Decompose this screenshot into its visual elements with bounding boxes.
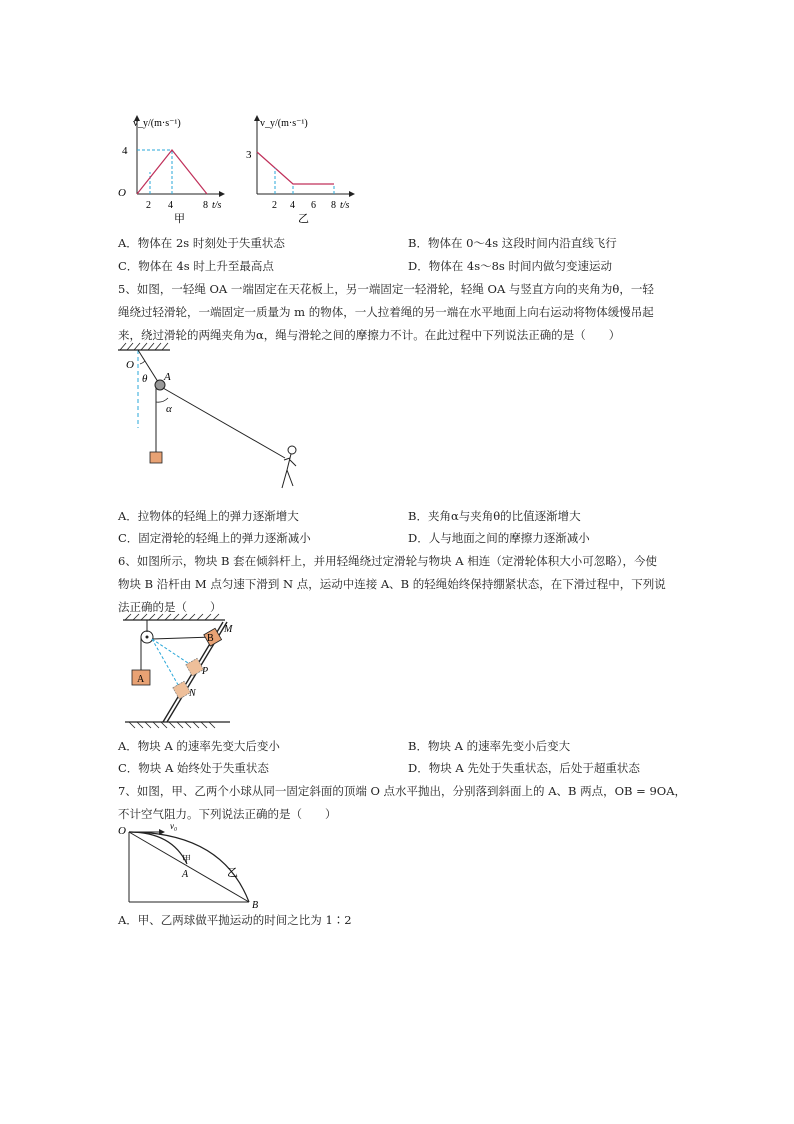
- q7-stem-line1: 7、如图，甲、乙两个小球从同一固定斜面的顶端 O 点水平抛出，分别落到斜面上的 A、B 两点，OB = 9OA，: [118, 784, 686, 798]
- q5-stem-line2: 绳绕过轻滑轮，一端固定一质量为 m 的物体，一人拉着绳的另一端在水平地面上向右运动将物体缓慢吊起: [118, 305, 654, 319]
- q7-slope-figure: [112, 820, 272, 912]
- jia-ylabel: v_y/(m·s⁻¹): [133, 118, 181, 129]
- q6-rod-figure: [115, 612, 245, 730]
- q4-option-a[interactable]: A．物体在 2s 时刻处于失重状态: [118, 236, 285, 250]
- jia-xtick-4: 4: [168, 200, 173, 211]
- yi-xtick-2: 2: [272, 200, 277, 211]
- mass-block-icon: [150, 452, 162, 463]
- q5-option-c[interactable]: C．固定滑轮的轻绳上的弹力逐渐减小: [118, 531, 311, 545]
- q6-stem-line2: 物块 B 沿杆由 M 点匀速下滑到 N 点，运动中连接 A、B 的轻绳始终保持绷紧状态，在下滑过程中，下列说: [118, 577, 666, 591]
- yi-xtick-4: 4: [290, 200, 295, 211]
- q5-stem: [118, 278, 794, 347]
- jia-xlabel: t/s: [212, 200, 222, 211]
- q7-label-jia: 甲: [182, 854, 192, 864]
- q6-label-m: M: [224, 624, 233, 635]
- yi-line: [257, 152, 334, 184]
- q6-option-c[interactable]: C．物块 A 始终处于失重状态: [118, 761, 269, 775]
- graph-jia: [118, 118, 222, 225]
- yi-xlabel: t/s: [340, 200, 350, 211]
- jia-xtick-8: 8: [203, 200, 208, 211]
- q5-option-d[interactable]: D．人与地面之间的摩擦力逐渐减小: [408, 531, 590, 545]
- q4-option-d[interactable]: D．物体在 4s～8s 时间内做匀变速运动: [408, 259, 612, 273]
- yi-ytick: 3: [246, 149, 252, 161]
- q5-option-b[interactable]: B．夹角α与夹角θ的比值逐渐增大: [408, 509, 581, 523]
- yi-xtick-8: 8: [331, 200, 336, 211]
- yi-caption: 乙: [298, 213, 309, 225]
- q4-option-c[interactable]: C．物体在 4s 时上升至最高点: [118, 259, 274, 273]
- yi-ylabel: v_y/(m·s⁻¹): [260, 118, 308, 129]
- q7-label-a: A: [182, 869, 189, 880]
- q6-label-a: A: [137, 674, 145, 685]
- graph-yi: [246, 118, 352, 225]
- q5-stem-line1: 5、如图，一轻绳 OA 一端固定在天花板上，另一端固定一轻滑轮，轻绳 OA 与竖直方向的夹角为θ，一轻: [118, 282, 654, 296]
- yi-xtick-6: 6: [311, 200, 316, 211]
- q6-label-b: B: [207, 633, 214, 644]
- jia-xtick-2: 2: [146, 200, 151, 211]
- q7-label-yi: 乙: [227, 867, 238, 879]
- q6-label-p: P: [202, 666, 209, 677]
- q4-option-b[interactable]: B．物体在 0～4s 这段时间内沿直线飞行: [408, 236, 617, 250]
- q6-stem-line3: 法正确的是（ ）: [118, 600, 222, 614]
- q7-option-a[interactable]: A．甲、乙两球做平抛运动的时间之比为 1∶2: [118, 913, 352, 927]
- q6-option-d[interactable]: D．物块 A 先处于失重状态，后处于超重状态: [408, 761, 640, 775]
- q5-stem-line3: 来，绕过滑轮的两绳夹角为α，绳与滑轮之间的摩擦力不计。在此过程中下列说法正确的是（ ）: [118, 328, 621, 342]
- q6-option-a[interactable]: A．物块 A 的速率先变大后变小: [118, 739, 280, 753]
- q7-stem-line2: 不计空气阻力。下列说法正确的是（ ）: [118, 807, 337, 821]
- q5-label-theta: θ: [142, 373, 148, 385]
- q5-label-alpha: α: [166, 403, 172, 415]
- vt-graphs-figure: [110, 112, 370, 227]
- q6-stem-line1: 6、如图所示，物块 B 套在倾斜杆上，并用轻绳绕过定滑轮与物块 A 相连（定滑轮体积大小可忽略），今使: [118, 554, 657, 568]
- person-icon: [282, 446, 296, 488]
- jia-ytick: 4: [122, 145, 128, 157]
- q5-pulley-figure: [110, 340, 310, 500]
- q5-option-a[interactable]: A．拉物体的轻绳上的弹力逐渐增大: [118, 509, 299, 523]
- q6-label-n: N: [189, 688, 196, 699]
- q7-label-o: O: [118, 825, 126, 837]
- jia-caption: 甲: [174, 213, 185, 225]
- q5-label-o: O: [126, 359, 134, 371]
- q5-label-a: A: [164, 371, 171, 383]
- q7-label-v0: v₀: [170, 821, 178, 831]
- q7-label-b: B: [252, 900, 259, 911]
- q6-stem: [118, 550, 794, 619]
- jia-origin: O: [118, 187, 126, 199]
- q6-option-b[interactable]: B．物块 A 的速率先变小后变大: [408, 739, 571, 753]
